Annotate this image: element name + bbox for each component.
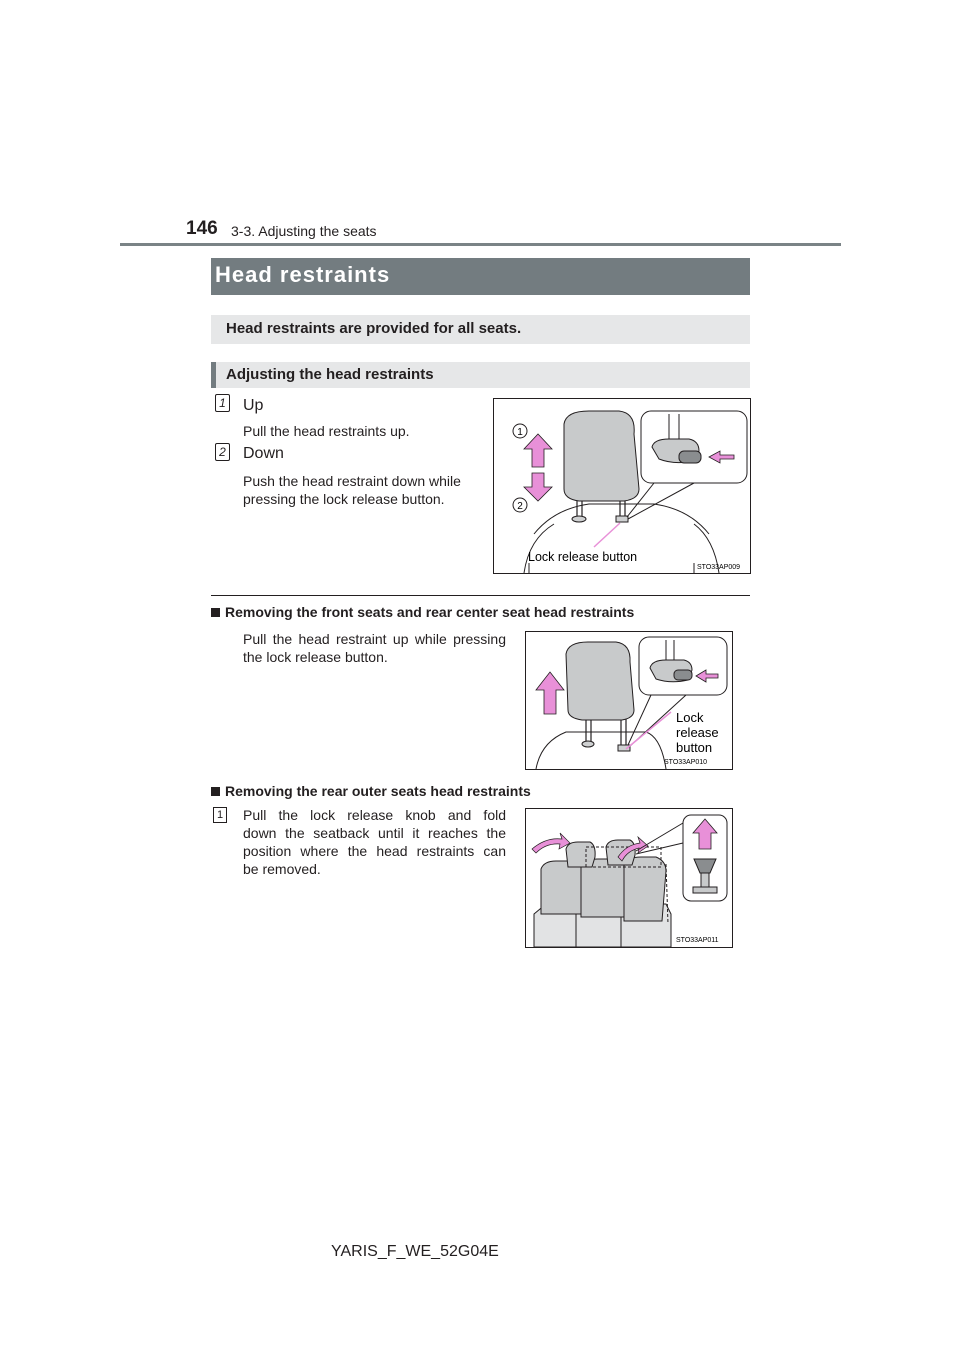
step-badge-2: 2 bbox=[215, 443, 230, 461]
step-label-down: Down bbox=[243, 445, 284, 462]
figure-2-code: STO33AP010 bbox=[664, 759, 708, 766]
figure-2-label-line-1: Lock bbox=[676, 710, 704, 725]
section-divider bbox=[211, 595, 750, 596]
figure-1-code: STO33AP009 bbox=[697, 564, 741, 571]
figure-1-callout-2: 2 bbox=[517, 501, 523, 512]
removing-rear-heading bbox=[211, 783, 531, 799]
removing-rear-line-1: Pull the lock release knob and fold bbox=[243, 807, 506, 823]
page-number: 146 bbox=[186, 218, 218, 239]
removing-front-heading bbox=[211, 604, 634, 620]
removing-rear-heading-text: Removing the rear outer seats head restraints bbox=[225, 783, 531, 799]
figure-2-drawing bbox=[526, 632, 732, 769]
step-desc-down bbox=[243, 472, 461, 508]
subsection-accent bbox=[211, 362, 216, 388]
figure-2-label-line-3: button bbox=[676, 740, 713, 755]
page-title: Head restraints bbox=[215, 262, 391, 287]
footer-code: YARIS_F_WE_52G04E bbox=[331, 1243, 499, 1260]
figure-1-lock-release-label: Lock release button bbox=[528, 550, 638, 564]
figure-1-drawing bbox=[494, 399, 750, 573]
section-reference: 3-3. Adjusting the seats bbox=[231, 223, 377, 239]
figure-rear-removal bbox=[525, 808, 733, 948]
removing-front-line-1: Pull the head restraint up while pressing bbox=[243, 631, 506, 647]
header-rule bbox=[120, 243, 841, 246]
removing-front-heading-text: Removing the front seats and rear center seat head restraints bbox=[225, 604, 635, 620]
figure-front-removal bbox=[525, 631, 733, 770]
bullet-square-icon bbox=[211, 608, 220, 617]
rear-step-badge: 1 bbox=[213, 807, 227, 823]
subsection-title: Adjusting the head restraints bbox=[226, 366, 434, 383]
step-label-up: Up bbox=[243, 397, 264, 414]
removing-front-text bbox=[243, 630, 506, 666]
removing-rear-line-2: down the seatback until it reaches the bbox=[243, 825, 506, 841]
figure-2-label-line-2: release bbox=[676, 725, 719, 740]
step-desc-down-line-1: Push the head restraint down while bbox=[243, 473, 461, 489]
bullet-square-icon bbox=[211, 787, 220, 796]
removing-rear-line-4: be removed. bbox=[243, 861, 321, 877]
intro-text: Head restraints are provided for all seats. bbox=[226, 320, 522, 337]
step-desc-up: Pull the head restraints up. bbox=[243, 423, 410, 439]
step-badge-1: 1 bbox=[215, 394, 230, 412]
removing-rear-text bbox=[243, 806, 506, 878]
removing-front-line-2: the lock release button. bbox=[243, 649, 388, 665]
figure-1-callout-1: 1 bbox=[517, 427, 523, 438]
figure-headrestraint-adjust bbox=[493, 398, 751, 574]
removing-rear-line-3: position where the head restraints can bbox=[243, 843, 506, 859]
figure-3-drawing bbox=[526, 809, 732, 947]
figure-3-code: STO33AP011 bbox=[676, 937, 719, 944]
step-desc-down-line-2: pressing the lock release button. bbox=[243, 491, 445, 507]
